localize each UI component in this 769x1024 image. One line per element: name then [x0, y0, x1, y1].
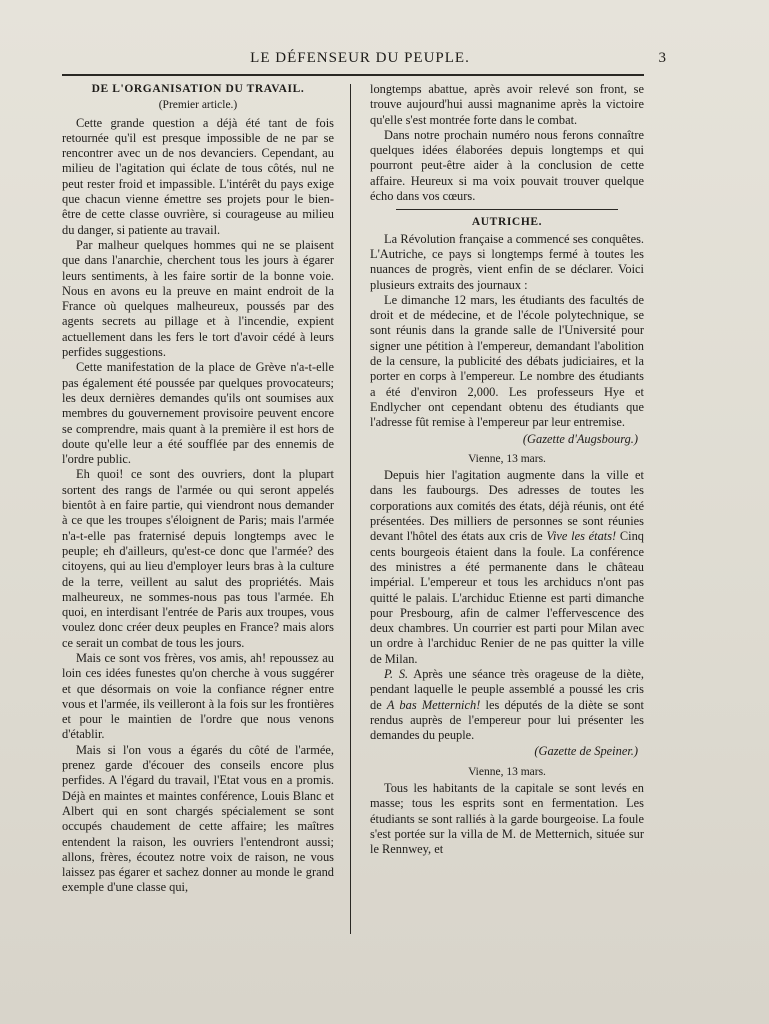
right-column [370, 82, 644, 858]
paragraph: Cette manifestation de la place de Grève n'a-t-elle pas également été poussée par quelques provocateurs; les deux dernières demandes qu'ils ont soumises aux membres du gouvernement provisoire peuvent encore se comprendre, mais quant à la première il est hors de doute qu'elle leur a été soufflée par des ennemis de l'ordre public. [62, 360, 334, 467]
paragraph: Par malheur quelques hommes qui ne se plaisent que dans l'anarchie, cherchent tous les jours à égarer leurs sentiments, à les faire sortir de la bonne voie. Nous en avons eu la preuve en maint endroit de la France où quelques malheureux, poussés par des agents secrets au pillage et à l'incendie, expient actuellement dans les fers le tort d'avoir cédé à leurs perfides suggestions. [62, 237, 334, 360]
page-number: 3 [658, 50, 666, 66]
text-run: les députés de la diète se sont rendus auprès de l'empereur pour lui présenter les demandes du peuple. [370, 697, 644, 743]
emphasis: Vive les états! [546, 529, 617, 544]
paragraph: Dans notre prochain numéro nous ferons connaître quelques idées élaborées depuis longtemps et qui pourront peut-être aider à la conclusion de cette affaire. Heureux si ma voix pouvait trouver quelque écho dans vos cœurs. [370, 127, 644, 204]
dateline: Vienne, 13 mars. [468, 765, 546, 778]
article-subtitle: (Premier article.) [158, 99, 238, 112]
paragraph: Tous les habitants de la capitale se sont levés en masse; tous les esprits sont en fermentation. Les étudiants se sont ralliés à la garde bourgeoise. La foule s'est portée sur la villa de M. de Metternich, située sur le Rennwey, et [370, 781, 644, 857]
header-rule [62, 74, 644, 76]
paragraph: Mais ce sont vos frères, vos amis, ah! repoussez au loin ces idées funestes qu'on cherche à vous suggérer et que désormais on voie la confiance régner entre vous et l'armée, ils veilleront à la fois sur les frontières et pour le maintien de l'ordre que nous venons d'établir. [62, 650, 334, 742]
paragraph: La Révolution française a commencé ses conquêtes. L'Autriche, ce pays si longtemps fermé à toutes les nuances de progrès, vient enfin de se déclarer. Voici plusieurs extraits des journaux : [370, 231, 644, 292]
page-header [60, 50, 666, 72]
paragraph: Mais si l'on vous a égarés du côté de l'armée, prenez garde d'écouer des conseils encore plus perfides. A l'égard du travail, l'Etat vous en a promis. Déjà en maintes et maintes conférence, Louis Blanc et Albert qui en sont chargés spécialement se sont occupés chaudement de cette affaire; les maîtres entendent la raison, les ouvriers l'entendront aussi; allons, frères, écoutez notre voix de raison, ne vous laissez pas égarer et sachez donner au monde le grand exemple d'une classe qui, [62, 742, 334, 895]
paragraph: Eh quoi! ce sont des ouvriers, dont la plupart sortent des rangs de l'armée ou qui seront appelés bientôt à en faire partie, qui viendront nous demander à ce que les troupes s'éloignent de Paris; mais l'armée n'a-t-elle pas fraternisé depuis longtemps avec le peuple; eh d'ailleurs, qu'est-ce donc que l'armée? des citoyens, qui au lieu d'employer leurs bras à la culture de la terre, veillent au salut des propriétés. Mais malheureux, ne sommes-nous pas tous l'armée. Eh quoi, en interdisant l'entrée de Paris aux troupes, vous voulez donc créer deux peuples en France? mais alors ce serait un combat de tous les jours. [62, 467, 334, 650]
paragraph: longtemps abattue, après avoir relevé son front, se trouve aujourd'hui aussi magnanime après la victoire qu'elle s'est montrée forte dans le combat. [370, 82, 644, 127]
left-column [62, 82, 334, 896]
paragraph [370, 667, 644, 743]
source-citation: (Gazette d'Augsbourg.) [522, 431, 638, 446]
article-title: DE L'ORGANISATION DU TRAVAIL. [91, 83, 305, 95]
paragraph: Cette grande question a déjà été tant de fois retournée qu'il est presque impossible de ne par se rencontrer avec un de nos devanciers. Cependant, au milieu de l'agitation qui éclate de tous côtés, nul ne peut rester froid et impassible. L'intérêt du pays exige que chacun vienne émettre ses projets pour le bien-être de cette classe ouvrière, si courageuse au milieu du danger, si patiente au travail. [62, 115, 334, 237]
postscript-label: P. S. [384, 666, 409, 681]
column-separator [350, 84, 351, 934]
emphasis: A bas Metternich! [386, 697, 481, 712]
dateline: Vienne, 13 mars. [468, 452, 546, 465]
text-run: Depuis hier l'agitation augmente dans la ville et dans les faubourgs. Des adresses de toutes les corporations aux comités des états, déjà réunis, ont été présentées. Des milliers de personnes se sont réunies devant l'hôtel des états aux cris de [370, 468, 644, 544]
section-title: AUTRICHE. [471, 216, 543, 229]
section-divider [396, 209, 618, 210]
paragraph [370, 468, 644, 667]
paragraph: Le dimanche 12 mars, les étudiants des facultés de droit et de médecine, et de l'école polytechnique, se sont réunis dans la grande salle de l'Université pour signer une pétition à l'empereur, demandant l'abolition de la censure, la publicité des débats judiciaires, et la porter en corps à l'empereur. Le nombre des étudiants a été d'environ 2,000. Les professeurs Hye et Endlycher ont cependant obtenu des étudiants que l'adresse fût remise à l'empereur par leur entremise. [370, 292, 644, 430]
masthead-title: LE DÉFENSEUR DU PEUPLE. [250, 50, 470, 66]
source-citation: (Gazette de Speiner.) [534, 744, 638, 759]
text-run: Après une séance très orageuse de la diète, pendant laquelle le peuple assemblé a poussé les cris de [370, 666, 644, 712]
text-run: Cinq cents bourgeois étaient dans la foule. La conférence des ministres a été permanente dans le château impérial. L'empereur et tous les archiducs n'ont pas quitté le palais. L'archiduc Etienne est parti dimanche pour Presbourg, afin de calmer l'effervescence des deux chambres. Un courrier est parti pour Milan avec un ordre à l'archiduc Renier de ne pas quitter la ville de Milan. [370, 529, 645, 666]
